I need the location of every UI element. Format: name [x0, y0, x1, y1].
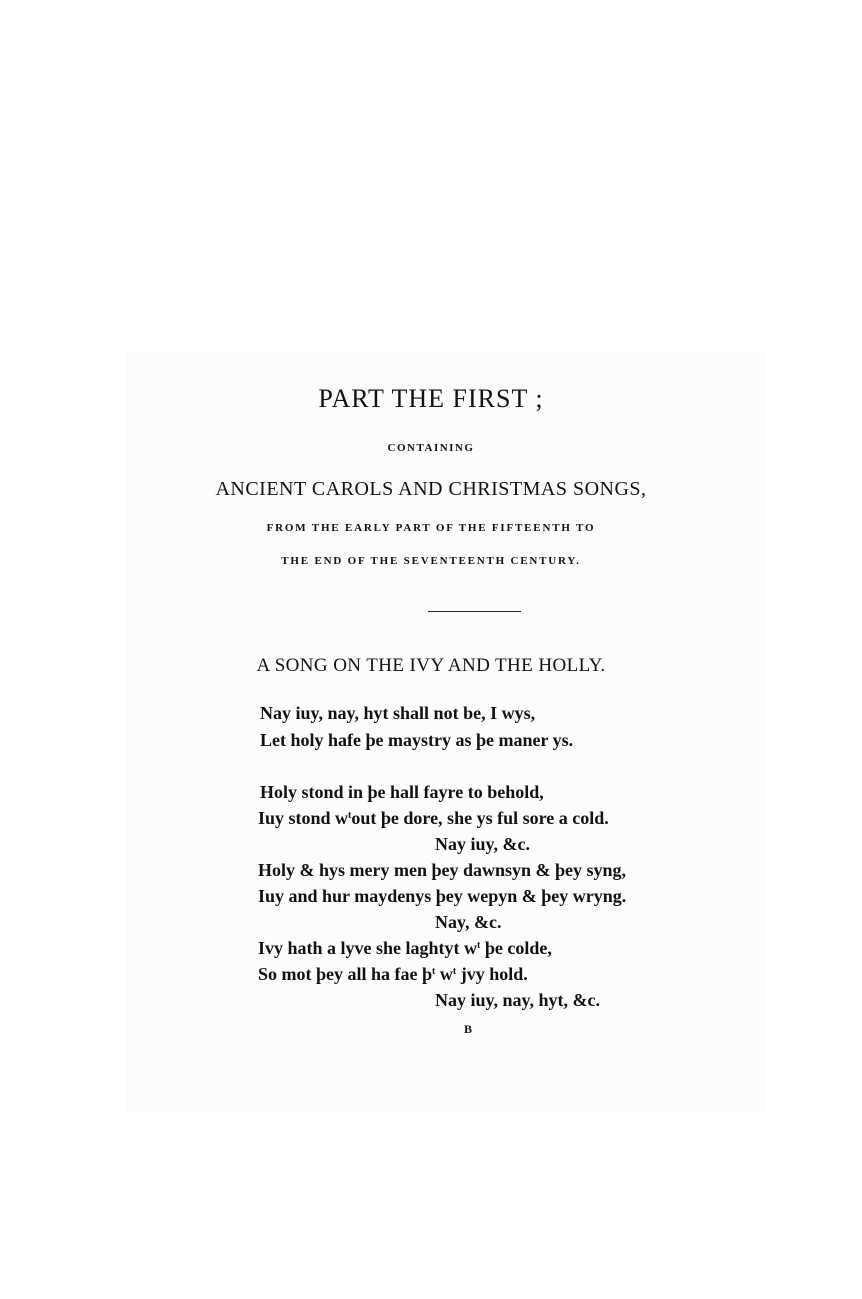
verse-line: Let holy hafe þe maystry as þe maner ys. [260, 730, 574, 750]
line-segment: w [435, 964, 453, 984]
signature-mark: B [464, 1022, 474, 1036]
verse-line [258, 808, 609, 829]
superscript-letter: t [452, 966, 457, 977]
verse-line [258, 964, 528, 985]
refrain-line: Nay, &c. [435, 912, 502, 932]
section-divider [428, 611, 521, 612]
line-segment: out þe dore, she ys ful sore a cold. [351, 808, 609, 828]
refrain-line: Nay iuy, &c. [435, 834, 531, 854]
verse-line: Holy stond in þe hall fayre to behold, [260, 782, 544, 802]
superscript-letter: t [348, 810, 352, 821]
part-title: PART THE FIRST ; [318, 384, 544, 413]
verse-line: Iuy and hur maydenys þey wepyn & þey wryng. [258, 886, 627, 906]
verse-line: Nay iuy, nay, hyt shall not be, I wys, [260, 703, 536, 723]
period-line-2: THE END OF THE SEVENTEENTH CENTURY. [281, 555, 581, 567]
main-subtitle: ANCIENT CAROLS AND CHRISTMAS SONGS, [215, 478, 647, 500]
line-segment: Ivy hath a lyve she laghtyt w [258, 938, 478, 958]
refrain-line: Nay iuy, nay, hyt, &c. [435, 990, 601, 1010]
period-line-1: FROM THE EARLY PART OF THE FIFTEENTH TO [266, 522, 596, 534]
superscript-letter: t [477, 940, 481, 951]
superscript-letter: t [432, 966, 436, 977]
song-title: A SONG ON THE IVY AND THE HOLLY. [256, 655, 606, 676]
line-segment: So mot þey all ha fae þ [258, 964, 433, 984]
line-segment: Iuy stond w [258, 808, 349, 828]
containing-label: CONTAINING [387, 442, 475, 454]
verse-line: Holy & hys mery men þey dawnsyn & þey syng, [258, 860, 627, 880]
line-segment: jvy hold. [456, 964, 528, 984]
verse-line [258, 938, 552, 959]
line-segment: þe colde, [480, 938, 552, 958]
